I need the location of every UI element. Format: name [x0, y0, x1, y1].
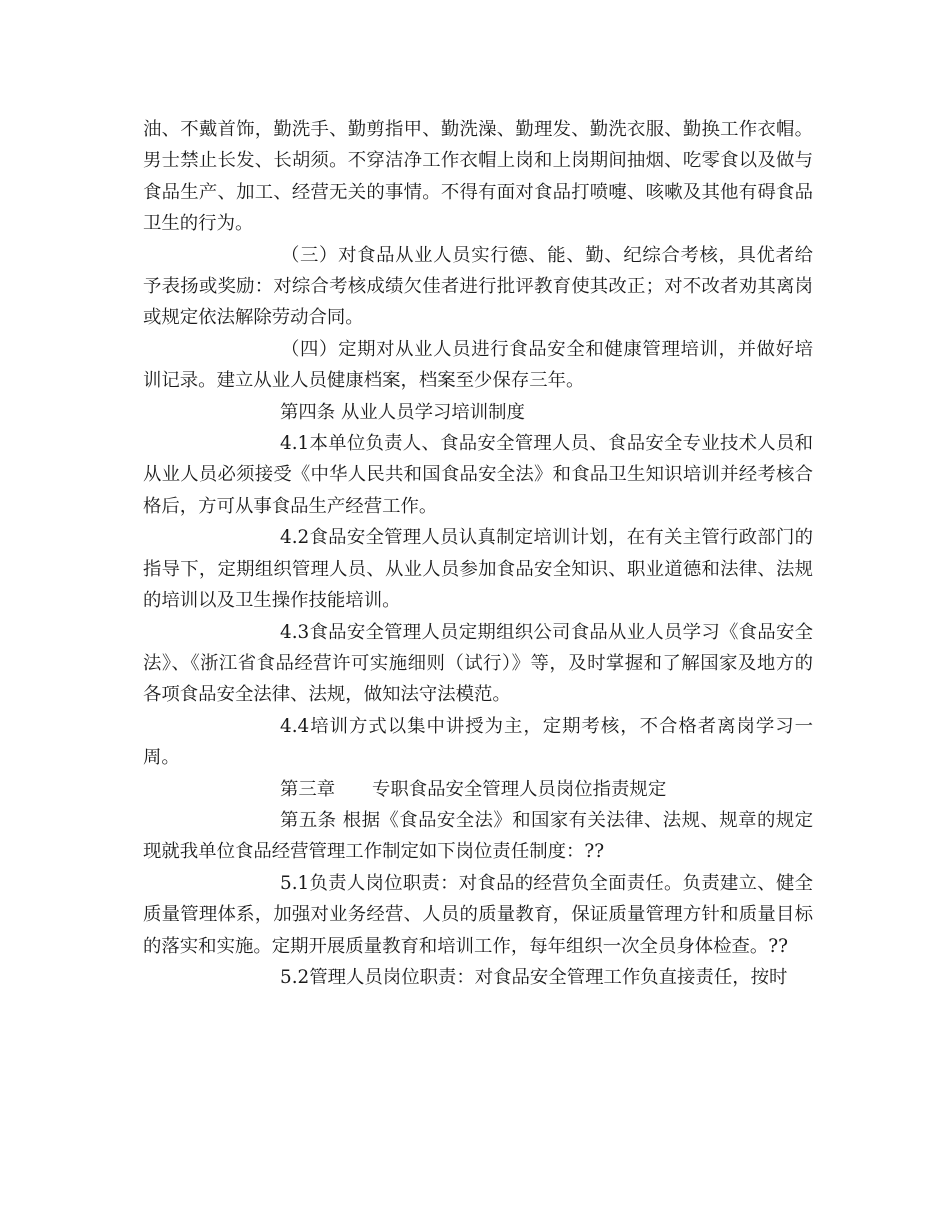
paragraph-item-3: （三）对食品从业人员实行德、能、勤、纪综合考核，具优者给予表扬或奖励：对综合考核成绩欠佳者进行批评教育使其改正；对不改者劝其离岗或规定依法解除劳动合同。: [143, 244, 813, 329]
paragraph-continued-hygiene: 油、不戴首饰，勤洗手、勤剪指甲、勤洗澡、勤理发、勤洗衣服、勤换工作衣帽。男士禁止长发、长胡须。不穿洁净工作衣帽上岗和上岗期间抽烟、吃零食以及做与食品生产、加工、经营无关的事情。不得有面对食品打喷嚏、咳嗽及其他有碍食品卫生的行为。: [143, 119, 813, 235]
chapter-3-heading: 第三章 专职食品安全管理人员岗位指责规定: [280, 778, 667, 800]
paragraph-5-1: 5.1负责人岗位职责：对食品的经营负全面责任。负责建立、健全质量管理体系，加强对业务经营、人员的质量教育，保证质量管理方针和质量目标的落实和实施。定期开展质量教育和培训工作，每年组织一次全员身体检查。??: [143, 872, 813, 957]
paragraph-4-4: 4.4培训方式以集中讲授为主，定期考核，不合格者离岗学习一周。: [143, 715, 813, 769]
article-4-heading: 第四条 从业人员学习培训制度: [280, 401, 525, 423]
paragraph-4-3: 4.3食品安全管理人员定期组织公司食品从业人员学习《食品安全法》、《浙江省食品经营许可实施细则（试行）》等，及时掌握和了解国家及地方的各项食品安全法律、法规，做知法守法模范。: [143, 621, 813, 706]
article-5-heading: 第五条 根据《食品安全法》和国家有关法律、法规、规章的规定现就我单位食品经营管理工作制定如下岗位责任制度：??: [143, 809, 813, 863]
paragraph-5-2: 5.2管理人员岗位职责：对食品安全管理工作负直接责任，按时: [280, 966, 788, 988]
document-body: [143, 114, 813, 993]
paragraph-item-4: （四）定期对从业人员进行食品安全和健康管理培训，并做好培训记录。建立从业人员健康档案，档案至少保存三年。: [143, 338, 813, 392]
paragraph-4-2: 4.2食品安全管理人员认真制定培训计划，在有关主管行政部门的指导下，定期组织管理人员、从业人员参加食品安全知识、职业道德和法律、法规的培训以及卫生操作技能培训。: [143, 527, 813, 612]
paragraph-4-1: 4.1本单位负责人、食品安全管理人员、食品安全专业技术人员和从业人员必须接受《中华人民共和国食品安全法》和食品卫生知识培训并经考核合格后，方可从事食品生产经营工作。: [143, 433, 813, 517]
